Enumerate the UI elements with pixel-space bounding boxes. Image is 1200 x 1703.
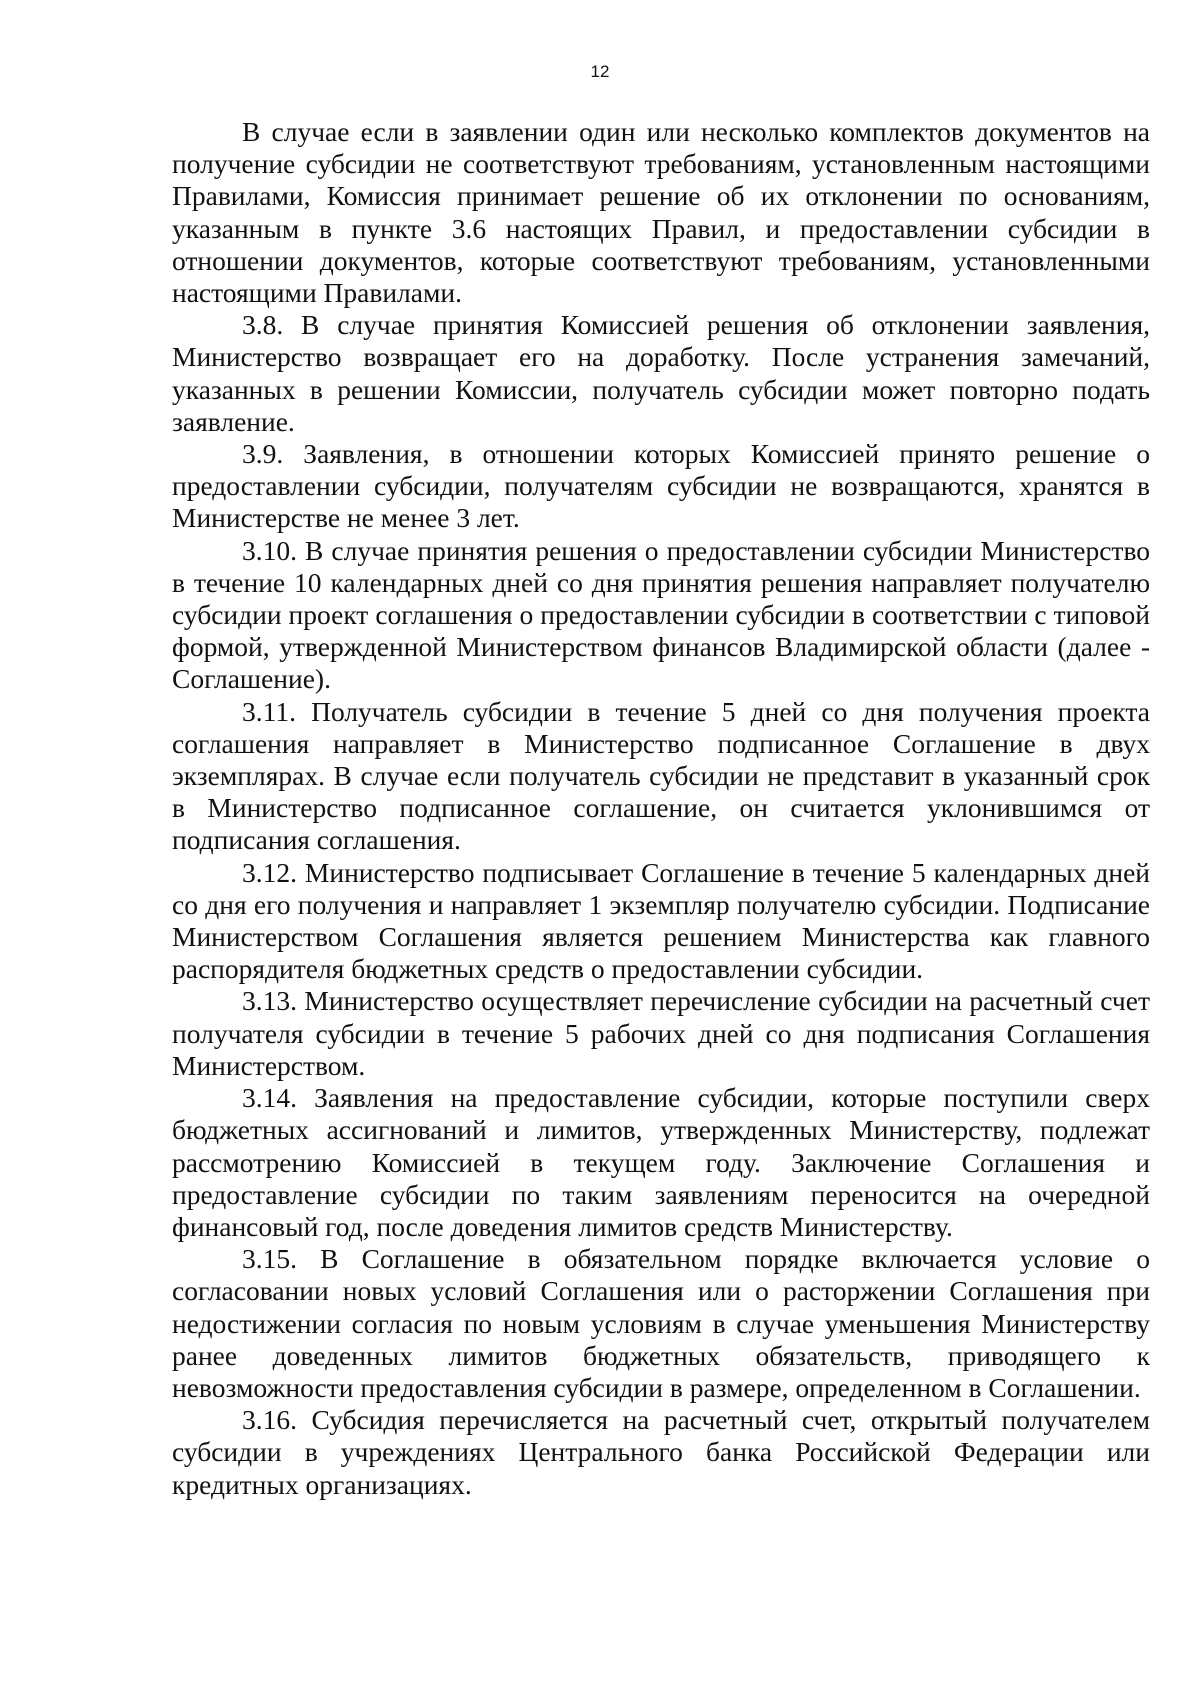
- paragraph-3-13: 3.13. Министерство осуществляет перечисление субсидии на расчетный счет получателя субсидии в течение 5 рабочих дней со дня подписания Соглашения Министерством.: [172, 985, 1150, 1081]
- paragraph-3-9: 3.9. Заявления, в отношении которых Комиссией принято решение о предоставлении субсидии, получателям субсидии не возвращаются, хранятся в Министерстве не менее 3 лет.: [172, 438, 1150, 534]
- paragraph-3-15: 3.15. В Соглашение в обязательном порядке включается условие о согласовании новых условий Соглашения или о расторжении Соглашения при недостижении согласия по новым условиям в случае уменьшения Министерству ранее доведенных лимитов бюджетных обязательств, приводящего к невозможности предоставления субсидии в размере, определенном в Соглашении.: [172, 1243, 1150, 1403]
- paragraph-3-10: 3.10. В случае принятия решения о предоставлении субсидии Министерство в течение 10 календарных дней со дня принятия решения направляет получателю субсидии проект соглашения о предоставлении субсидии в соответствии с типовой формой, утвержденной Министерством финансов Владимирской области (далее - Соглашение).: [172, 534, 1150, 695]
- document-body: [172, 116, 1150, 1501]
- page-number: 12: [590, 62, 610, 81]
- paragraph-3-8: 3.8. В случае принятия Комиссией решения об отклонении заявления, Министерство возвращает его на доработку. После устранения замечаний, указанных в решении Комиссии, получатель субсидии может повторно подать заявление.: [172, 309, 1150, 437]
- paragraph-3-14: 3.14. Заявления на предоставление субсидии, которые поступили сверх бюджетных ассигнований и лимитов, утвержденных Министерству, подлежат рассмотрению Комиссией в текущем году. Заключение Соглашения и предоставление субсидии по таким заявлениям переносится на очередной финансовый год, после доведения лимитов средств Министерству.: [172, 1082, 1150, 1242]
- paragraph-3-12: 3.12. Министерство подписывает Соглашение в течение 5 календарных дней со дня его получения и направляет 1 экземпляр получателю субсидии. Подписание Министерством Соглашения является решением Министерства как главного распорядителя бюджетных средств о предоставлении субсидии.: [172, 856, 1150, 985]
- paragraph-3-11: 3.11. Получатель субсидии в течение 5 дней со дня получения проекта соглашения направляет в Министерство подписанное Соглашение в двух экземплярах. В случае если получатель субсидии не представит в указанный срок в Министерство подписанное соглашение, он считается уклонившимся от подписания соглашения.: [172, 695, 1150, 856]
- paragraph-intro: В случае если в заявлении один или несколько комплектов документов на получение субсидии не соответствуют требованиям, установленным настоящими Правилами, Комиссия принимает решение об их отклонении по основаниям, указанным в пункте 3.6 настоящих Правил, и предоставлении субсидии в отношении документов, которые соответствуют требованиям, установленными настоящими Правилами.: [172, 116, 1150, 309]
- paragraph-3-16: 3.16. Субсидия перечисляется на расчетный счет, открытый получателем субсидии в учреждениях Центрального банка Российской Федерации или кредитных организациях.: [172, 1404, 1150, 1500]
